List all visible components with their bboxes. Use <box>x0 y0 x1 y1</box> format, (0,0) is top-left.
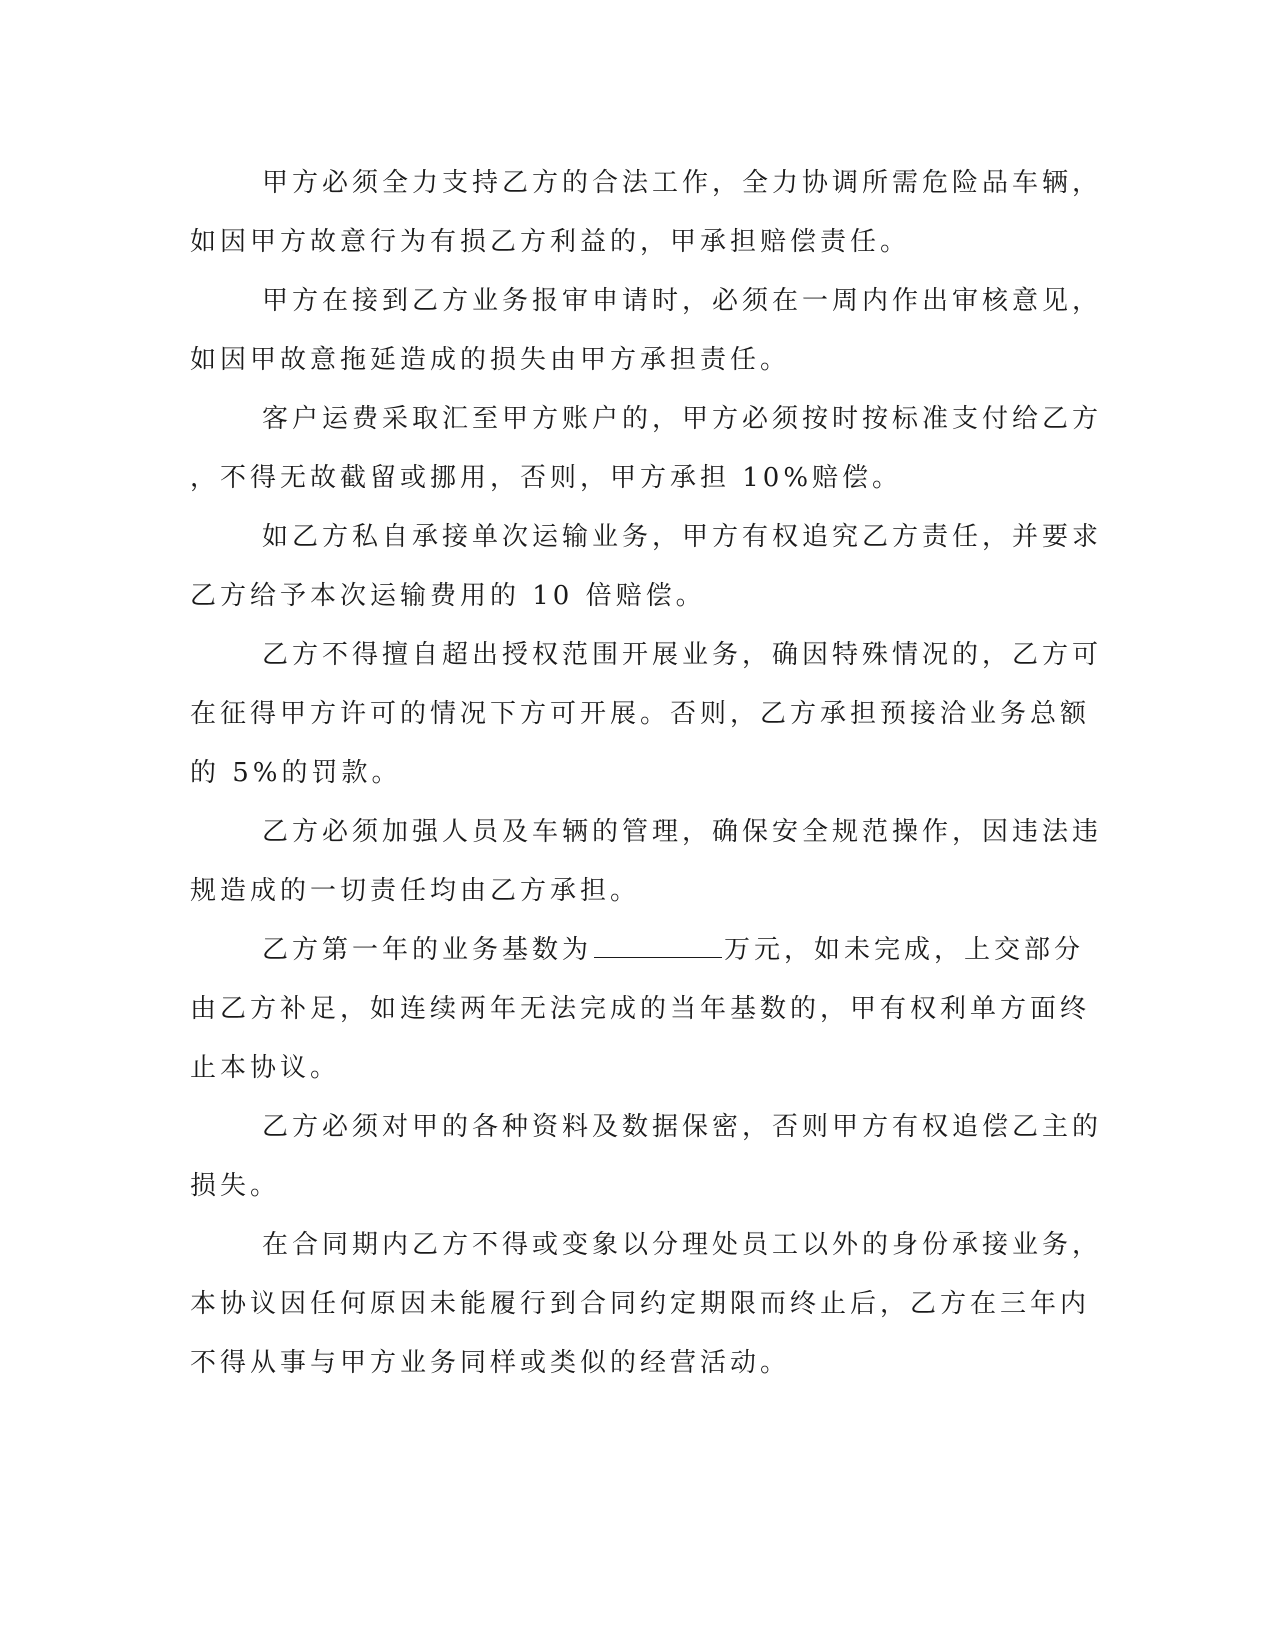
paragraph-5-line-2: 在征得甲方许可的情况下方可开展。否则，乙方承担预接洽业务总额 <box>190 699 1091 729</box>
paragraph-5-line-1: 乙方不得擅自超出授权范围开展业务，确因特殊情况的，乙方可 <box>262 640 1103 670</box>
paragraph-7-text-before-blank: 乙方第一年的业务基数为 <box>262 935 593 965</box>
paragraph-3-line-2: ，不得无故截留或挪用，否则，甲方承担 10%赔偿。 <box>190 463 903 493</box>
paragraph-1-line-2: 如因甲方故意行为有损乙方利益的，甲承担赔偿责任。 <box>190 227 911 257</box>
paragraph-7-line-3: 止本协议。 <box>190 1053 341 1083</box>
paragraph-6-line-2: 规造成的一切责任均由乙方承担。 <box>190 876 641 906</box>
paragraph-9-line-2: 本协议因任何原因未能履行到合同约定期限而终止后，乙方在三年内 <box>190 1289 1091 1319</box>
amount-blank-field[interactable] <box>594 933 722 958</box>
paragraph-7-line-2: 由乙方补足，如连续两年无法完成的当年基数的，甲有权利单方面终 <box>190 994 1091 1024</box>
paragraph-6-line-1: 乙方必须加强人员及车辆的管理，确保安全规范操作，因违法违 <box>262 817 1103 847</box>
paragraph-4-line-1: 如乙方私自承接单次运输业务，甲方有权追究乙方责任，并要求 <box>262 522 1103 552</box>
paragraph-5-line-3: 的 5%的罚款。 <box>190 758 402 788</box>
paragraph-4-line-2: 乙方给予本次运输费用的 10 倍赔偿。 <box>190 581 706 611</box>
paragraph-8-line-2: 损失。 <box>190 1171 281 1201</box>
paragraph-3-line-1: 客户运费采取汇至甲方账户的，甲方必须按时按标准支付给乙方 <box>262 404 1103 434</box>
paragraph-1-line-1: 甲方必须全力支持乙方的合法工作，全力协调所需危险品车辆， <box>262 168 1103 198</box>
paragraph-8-line-1: 乙方必须对甲的各种资料及数据保密，否则甲方有权追偿乙主的 <box>262 1112 1103 1142</box>
paragraph-2-line-1: 甲方在接到乙方业务报审申请时，必须在一周内作出审核意见， <box>262 286 1103 316</box>
paragraph-7-text-after-blank: 万元，如未完成，上交部分 <box>724 935 1085 965</box>
paragraph-9-line-1: 在合同期内乙方不得或变象以分理处员工以外的身份承接业务， <box>262 1230 1103 1260</box>
paragraph-9-line-3: 不得从事与甲方业务同样或类似的经营活动。 <box>190 1348 791 1378</box>
paragraph-7-line-1 <box>262 933 1085 967</box>
paragraph-2-line-2: 如因甲故意拖延造成的损失由甲方承担责任。 <box>190 345 791 375</box>
